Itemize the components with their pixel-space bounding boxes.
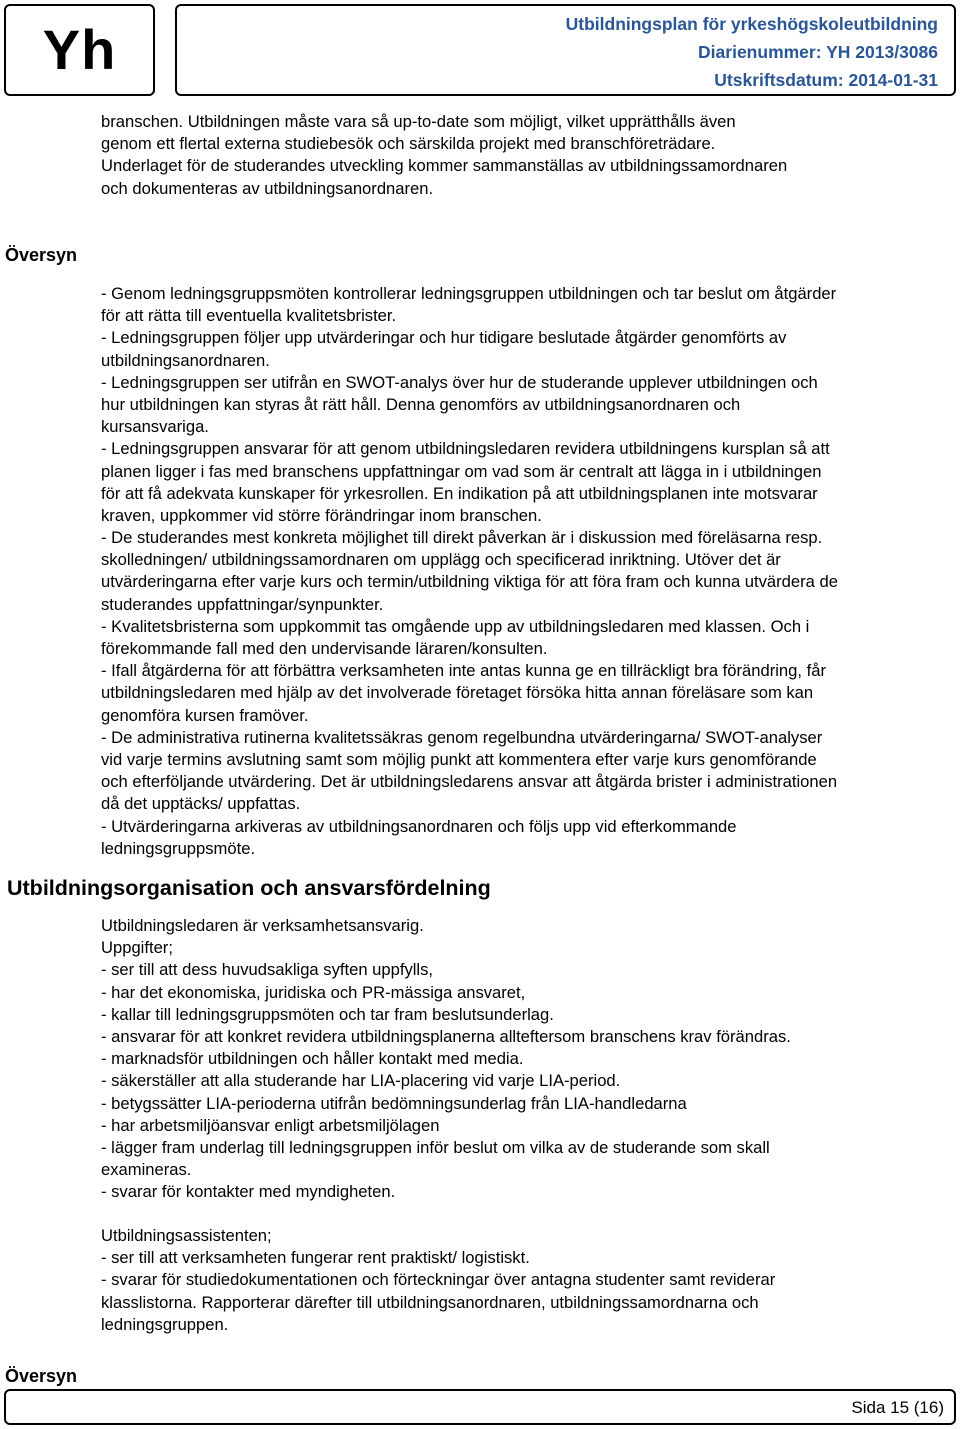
text-line: skolledningen/ utbildningssamordnaren om upplägg och specificerad inriktning. Utöver det är [101, 550, 781, 570]
text-line: ledningsgruppsmöte. [101, 838, 256, 858]
text-line: kursansvariga. [101, 417, 209, 437]
text-line: - ansvarar för att konkret revidera utbildningsplanerna allteftersom branschens krav förändras. [101, 1026, 791, 1046]
text-line: förekommande fall med den undervisande läraren/konsulten. [101, 639, 548, 658]
text-line: - marknadsför utbildningen och håller kontakt med media. [101, 1049, 524, 1069]
text-line: för att rätta till eventuella kvalitetsbrister. [101, 306, 397, 326]
text-line: - lägger fram underlag till ledningsgruppen inför beslut om vilka av de studerande som skall [101, 1137, 770, 1157]
document-header [175, 4, 956, 96]
text-line: - har arbetsmiljöansvar enligt arbetsmiljölagen [101, 1115, 440, 1135]
text-line: - ser till att verksamheten fungerar rent praktiskt/ logistiskt. [101, 1248, 530, 1268]
page-number: Sida 15 (16) [851, 1398, 944, 1417]
text-line: - betygssätter LIA-perioderna utifrån bedömningsunderlag från LIA-handledarna [101, 1093, 687, 1113]
text-line: planen ligger i fas med branschens uppfattningar om vad som är centralt att lägga in i utbildningen [101, 461, 822, 481]
text-line: utvärderingarna efter varje kurs och termin/utbildning viktiga för att föra fram och kunna utvärdera de [101, 572, 838, 592]
text-line: studerandes uppfattningar/synpunkter. [101, 594, 384, 614]
section-label-oversyn-2: Översyn [5, 1366, 78, 1386]
section-heading-organisation: Utbildningsorganisation och ansvarsfördelning [7, 876, 491, 900]
document-title: Utbildningsplan för yrkeshögskoleutbildning [565, 14, 938, 34]
text-line: - De administrativa rutinerna kvalitetssäkras genom regelbundna utvärderingarna/ SWOT-analyser [101, 727, 823, 747]
text-line: - svarar för kontakter med myndigheten. [101, 1182, 396, 1202]
text-line: - Ifall åtgärderna för att förbättra verksamheten inte antas kunna ge en tillräckligt bra förändring, får [101, 661, 826, 681]
text-line: - De studerandes mest konkreta möjlighet till direkt påverkan är i diskussion med föreläsarna resp. [101, 528, 823, 548]
oversyn-body [101, 283, 957, 860]
yh-logo: Yh [42, 18, 117, 81]
diarienummer: Diarienummer: YH 2013/3086 [698, 42, 938, 62]
text-line: hur utbildningen kan styras åt rätt håll. Denna genomförs av utbildningsanordnaren och [101, 394, 741, 414]
text-line: - ser till att dess huvudsakliga syften uppfylls, [101, 960, 434, 980]
text-line: - Kvalitetsbristerna som uppkommit tas omgående upp av utbildningsledaren med klassen. Och i [101, 616, 810, 636]
text-line: utbildningsledaren med hjälp av det involverade företaget försöka hitta annan föreläsare som kan [101, 683, 814, 703]
text-line: ledningsgruppen. [101, 1314, 229, 1334]
text-line: - Utvärderingarna arkiveras av utbildningsanordnaren och följs upp vid efterkommande [101, 816, 737, 836]
text-line: för att få adekvata kunskaper för yrkesrollen. En indikation på att utbildningsplanen inte motsvarar [101, 483, 818, 503]
text-line: - Ledningsgruppen ansvarar för att genom utbildningsledaren revidera utbildningens kursplan så att [101, 439, 830, 459]
text-line: - Genom ledningsgruppsmöten kontrollerar ledningsgruppen utbildningen och tar beslut om åtgärder [101, 284, 837, 303]
text-line: Utbildningsledaren är verksamhetsansvarig. [101, 916, 424, 935]
text-line: genomföra kursen framöver. [101, 705, 309, 725]
text-line: och dokumenteras av utbildningsanordnaren. [101, 178, 434, 198]
text-line: Underlaget för de studerandes utveckling kommer sammanställas av utbildningssamordnaren [101, 156, 788, 176]
text-line: - kallar till ledningsgruppsmöten och tar fram beslutsunderlag. [101, 1004, 554, 1024]
text-line: klasslistorna. Rapporterar därefter till utbildningsanordnaren, utbildningssamordnarna och [101, 1292, 759, 1312]
intro-paragraph [101, 111, 957, 200]
page-footer [4, 1389, 956, 1425]
text-line: Utbildningsassistenten; [101, 1226, 272, 1245]
logo-box [4, 4, 155, 96]
utbildningsledaren-block [101, 915, 957, 1203]
text-line: och efterföljande utvärdering. Det är utbildningsledarens ansvar att åtgärda brister i administrationen [101, 772, 838, 792]
text-line: utbildningsanordnaren. [101, 350, 270, 370]
section-label-oversyn: Översyn [5, 245, 78, 265]
text-line: kraven, uppkommer vid större förändringar inom branschen. [101, 505, 542, 525]
text-line: examineras. [101, 1160, 192, 1180]
text-line: - säkerställer att alla studerande har LIA-placering vid varje LIA-period. [101, 1071, 621, 1091]
text-line: - Ledningsgruppen ser utifrån en SWOT-analys över hur de studerande upplever utbildningen och [101, 372, 818, 392]
text-line: - Ledningsgruppen följer upp utvärderingar och hur tidigare beslutade åtgärder genomförts av [101, 328, 787, 348]
text-line: vid varje termins avslutning samt som möjlig punkt att kommentera efter varje kurs genomförande [101, 749, 817, 769]
text-line: då det upptäcks/ uppfattas. [101, 794, 301, 814]
text-line: genom ett flertal externa studiebesök och särskilda projekt med branschföreträdare. [101, 134, 716, 154]
utbildningsassistenten-block [101, 1225, 957, 1336]
text-line: branschen. Utbildningen måste vara så up-to-date som möjligt, vilket upprätthålls även [101, 112, 736, 131]
text-line: Uppgifter; [101, 938, 173, 958]
utskriftsdatum: Utskriftsdatum: 2014-01-31 [714, 70, 938, 90]
text-line: - har det ekonomiska, juridiska och PR-mässiga ansvaret, [101, 982, 526, 1002]
text-line: - svarar för studiedokumentationen och förteckningar över antagna studenter samt reviderar [101, 1270, 776, 1290]
